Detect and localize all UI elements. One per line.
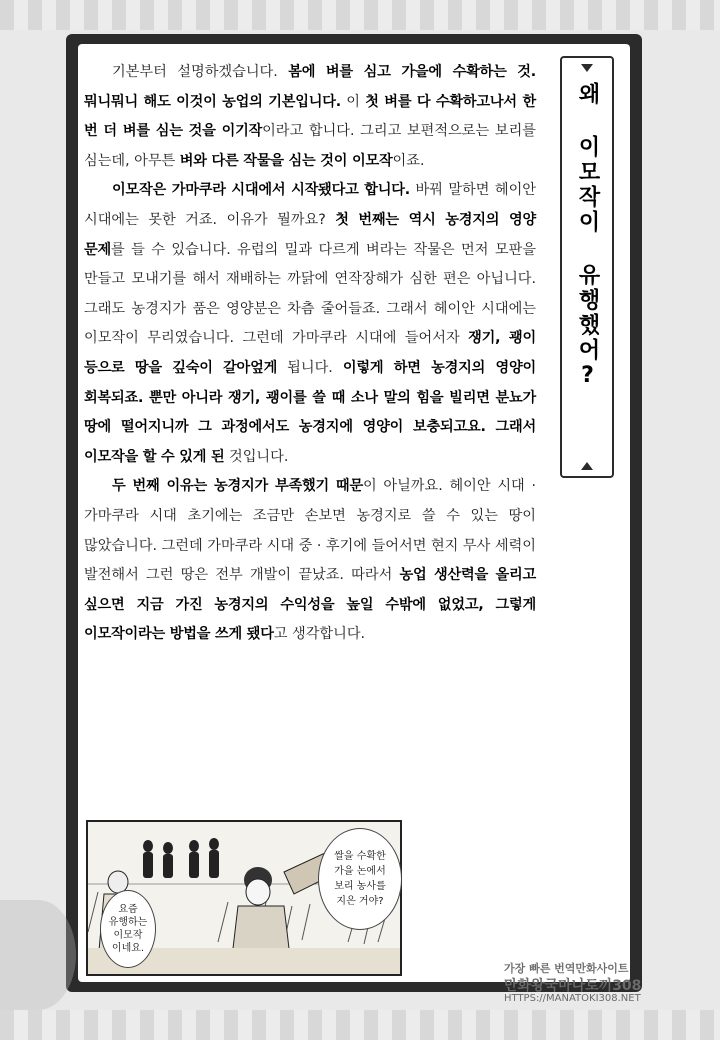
emphasis-text: 첫 번째는 역시 농경지의 영양 문제 bbox=[84, 211, 536, 258]
watermark-logo bbox=[0, 900, 76, 1010]
paragraph bbox=[84, 58, 536, 176]
speech-bubble-right: 쌀을 수확한 가을 논에서 보리 농사를 지은 거야? bbox=[318, 828, 402, 930]
watermark-text: 가장 빠른 번역만화사이트 bbox=[504, 962, 629, 975]
text-run: 이 아닐까요. 헤이안 시대 · 가마쿠라 시대 초기에는 조금만 손보면 농경지로 쓸 수 있는 땅이 많았습니다. 그런데 가마쿠라 시대 중 · 후기에 들어서면 현지 무사 세력이 발전해서 그런 땅은 전부 개발이 끝났죠. 따라서 bbox=[84, 478, 536, 584]
text-run: 고 생각합니다. bbox=[273, 626, 366, 643]
text-run: 바꿔 말하면 헤이안 시대에는 못한 거죠. 이유가 뭘까요? bbox=[84, 182, 536, 228]
triangle-up-icon bbox=[581, 462, 593, 470]
text-run: 기본부터 설명하겠습니다. bbox=[112, 64, 289, 80]
speech-bubble-left: 요즘 유행하는 이모작 이네요. bbox=[100, 890, 156, 968]
emphasis-text: 벼와 다른 작물을 심는 것이 이모작 bbox=[179, 152, 393, 169]
decorative-border-top bbox=[0, 0, 720, 30]
text-run: 됩니다. bbox=[277, 359, 343, 376]
emphasis-text: 이모작은 가마쿠라 시대에서 시작됐다고 합니다. bbox=[112, 182, 411, 199]
article-body bbox=[84, 58, 536, 650]
text-run: 이죠. bbox=[392, 152, 425, 169]
emphasis-text: 쟁기, 괭이 등으로 땅을 깊숙이 갈아엎게 bbox=[84, 330, 536, 376]
emphasis-text: 이렇게 하면 농경지의 영양이 회복되죠. 뿐만 아니라 쟁기, 괭이를 쓸 때 소나 말의 힘을 빌리면 분뇨가 땅에 떨어지니까 그 과정에서도 농경지에 영양이 보충되고요. 그래서 이모작을 할 수 있게 된 bbox=[84, 359, 536, 465]
text-run: 이라고 합니다. 그리고 보편적으로는 보리를 심는데, 아무튼 bbox=[84, 123, 536, 169]
emphasis-text: 봄에 벼를 심고 가을에 수확하는 것. 뭐니뭐니 해도 이것이 농업의 기본입니다. bbox=[84, 64, 536, 110]
decorative-border-bottom bbox=[0, 1010, 720, 1040]
side-title: 왜 이모작이 유행했어? bbox=[575, 82, 600, 391]
emphasis-text: 농업 생산력을 올리고 싶으면 지금 가진 농경지의 수익성을 높일 수밖에 없었고, 그렇게 이모작이라는 방법을 쓰게 됐다 bbox=[84, 567, 536, 643]
paragraph bbox=[84, 472, 536, 650]
triangle-down-icon bbox=[581, 64, 593, 72]
text-run: 이 bbox=[340, 93, 366, 110]
paragraph bbox=[84, 176, 536, 472]
watermark-url: HTTPS://MANATOKI308.NET bbox=[504, 993, 641, 1004]
emphasis-text: 첫 벼를 다 수확하고나서 한 번 더 벼를 심는 것을 이기작 bbox=[84, 93, 536, 140]
side-title-tab bbox=[560, 56, 614, 478]
text-run: 것입니다. bbox=[224, 448, 289, 465]
watermark-site-name: 만화왕국마나토끼308 bbox=[504, 978, 642, 994]
text-run: 를 들 수 있습니다. 유럽의 밀과 다르게 벼라는 작물은 먼저 모판을 만들고 모내기를 해서 재배하는 까닭에 연작장해가 심한 편은 아닙니다. 그래도 농경지가 품은 영양분은 차츰 줄어들죠. 그래서 헤이안 시대에는 이모작이 무리였습니다. 그런데 가마쿠라 시대에 들어서자 bbox=[84, 241, 536, 347]
emphasis-text: 두 번째 이유는 농경지가 부족했기 때문 bbox=[112, 478, 363, 495]
